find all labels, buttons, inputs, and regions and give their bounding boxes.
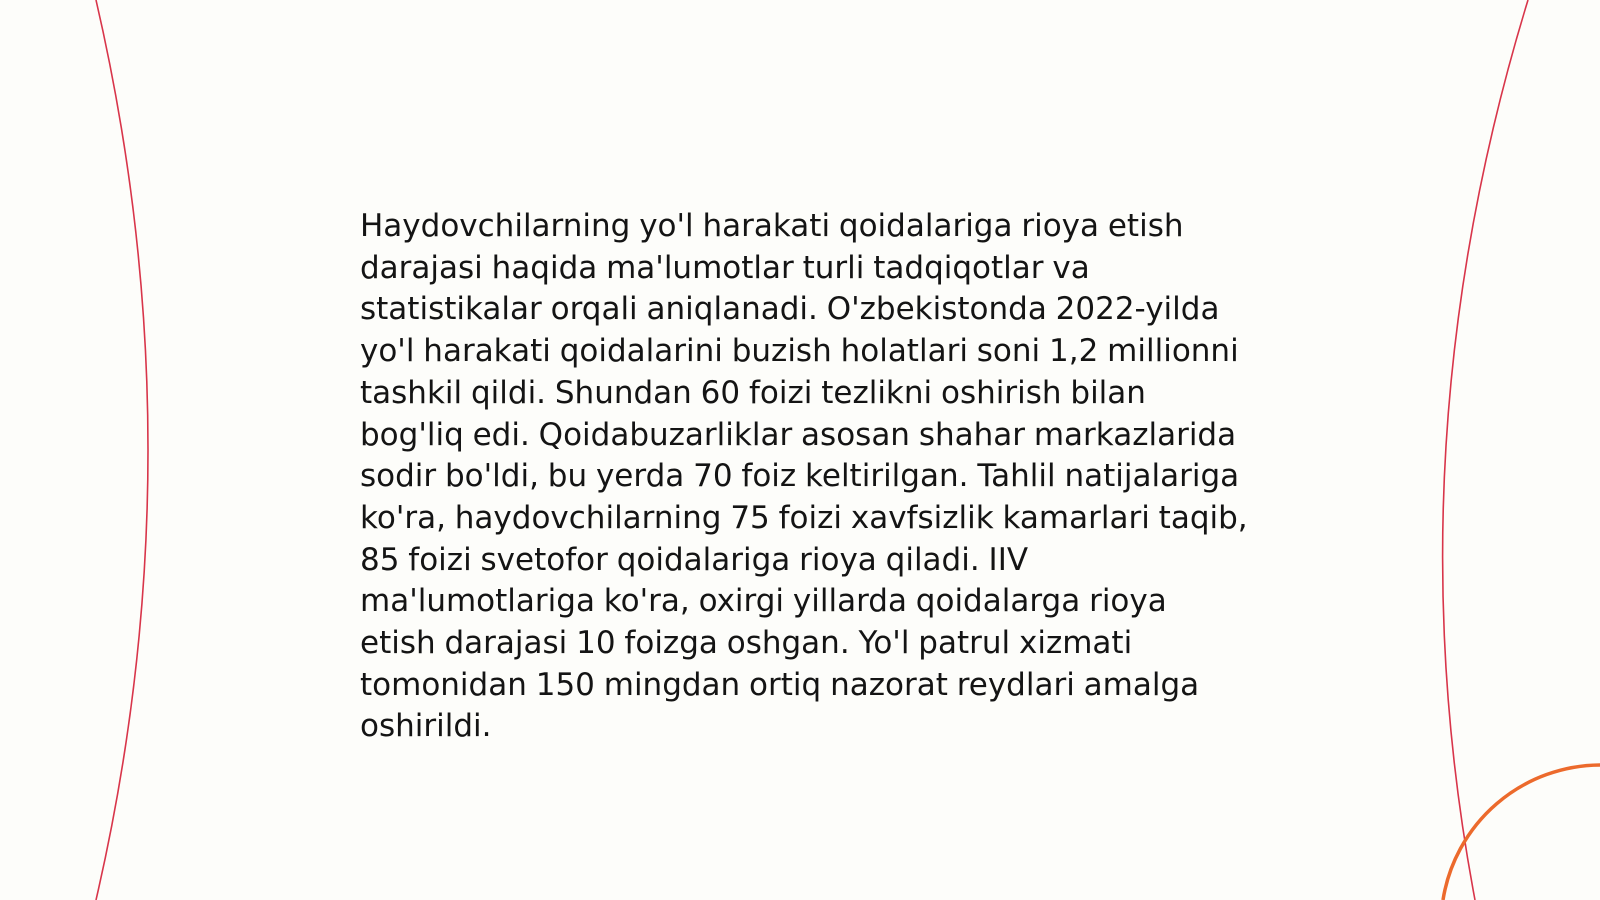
left-curve-line — [96, 0, 148, 900]
body-paragraph: Haydovchilarning yo'l harakati qoidalariga rioya etish darajasi haqida ma'lumotlar turli tadqiqotlar va statistikalar orqali aniqlanadi. O'zbekistonda 2022-yilda yo'l harakati qoidalarini buzish holatlari soni 1,2 millionni tashkil qildi. Shundan 60 foizi tezlikni oshirish bilan bog'liq edi. Qoidabuzarliklar asosan shahar markazlarida sodir bo'ldi, bu yerda 70 foiz keltirilgan. Tahlil natijalariga ko'ra, haydovchilarning 75 foizi xavfsizlik kamarlari taqib, 85 foizi svetofor qoidalariga rioya qiladi. IIV ma'lumotlariga ko'ra, oxirgi yillarda qoidalarga rioya etish darajasi 10 foizga oshgan. Yo'l patrul xizmati tomonidan 150 mingdan ortiq nazorat reydlari amalga oshirildi. — [360, 208, 1248, 745]
bottom-right-accent-arc — [1443, 765, 1600, 900]
right-curve-line — [1443, 0, 1528, 900]
